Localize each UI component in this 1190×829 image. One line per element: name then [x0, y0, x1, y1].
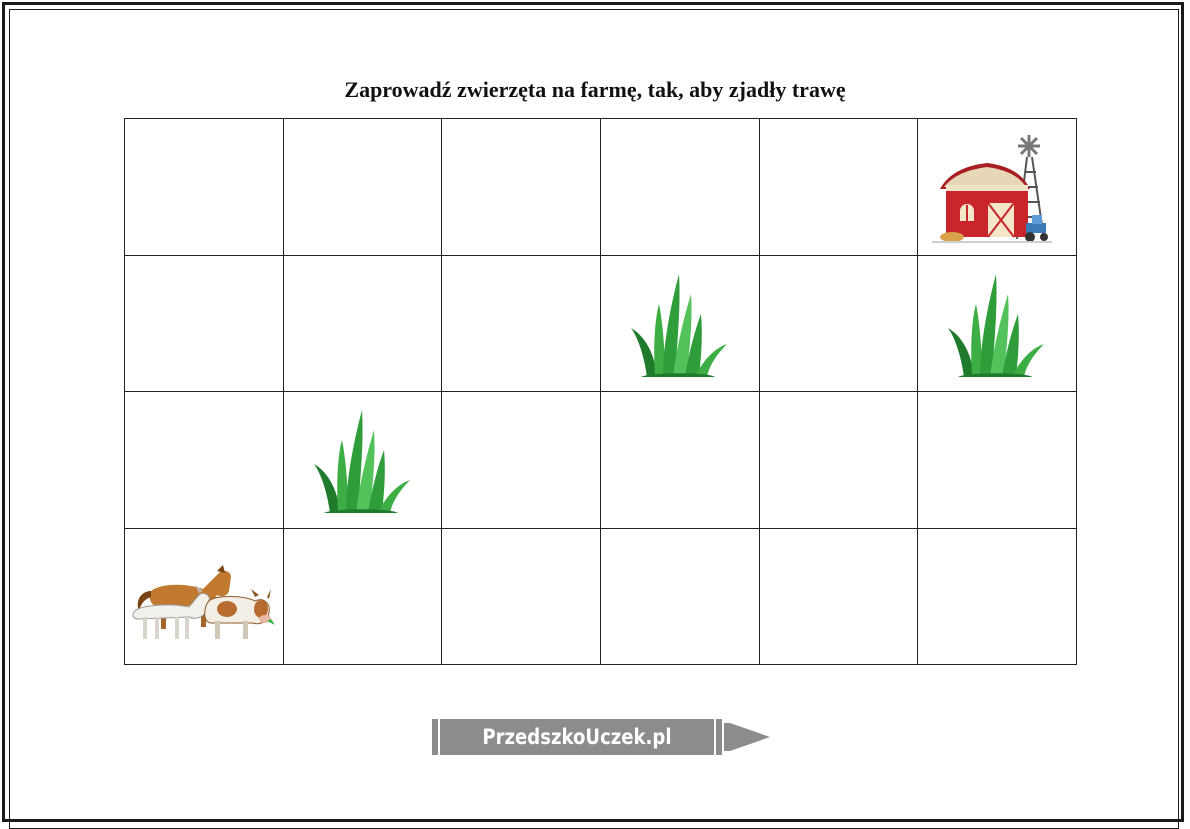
grid-cell-r2-c3[interactable]	[442, 256, 601, 393]
grass-icon	[312, 410, 412, 515]
animals-icon	[131, 561, 276, 643]
grid-cell-r1-c4[interactable]	[601, 119, 760, 256]
grass-icon	[629, 274, 729, 379]
grid-cell-r4-c4[interactable]	[601, 529, 760, 666]
grid-cell-r4-c5[interactable]	[760, 529, 919, 666]
grid-cell-r4-c6[interactable]	[918, 529, 1077, 666]
crayon-tip-icon	[730, 723, 770, 751]
crayon-logo	[432, 718, 770, 756]
grid-cell-r2-c6[interactable]	[918, 256, 1077, 393]
grid-cell-r2-c1[interactable]	[125, 256, 284, 393]
grid-cell-r3-c1[interactable]	[125, 392, 284, 529]
grid-cell-r1-c3[interactable]	[442, 119, 601, 256]
worksheet-title: Zaprowadź zwierzęta na farmę, tak, aby zjadły trawę	[344, 77, 846, 102]
grid-cell-r3-c5[interactable]	[760, 392, 919, 529]
grid-cell-r3-c4[interactable]	[601, 392, 760, 529]
grid-cell-r3-c3[interactable]	[442, 392, 601, 529]
grid-cell-r3-c6[interactable]	[918, 392, 1077, 529]
logo-text: PrzedszkoUczek.pl	[482, 725, 672, 749]
grid-cell-r3-c2[interactable]	[284, 392, 443, 529]
grid-cell-r2-c4[interactable]	[601, 256, 760, 393]
maze-grid	[124, 118, 1077, 665]
crayon-logo-body	[432, 719, 722, 755]
grid-cell-r1-c5[interactable]	[760, 119, 919, 256]
grid-cell-r4-c1[interactable]	[125, 529, 284, 666]
farm-icon	[932, 127, 1062, 245]
grass-icon	[946, 274, 1046, 379]
grid-cell-r4-c2[interactable]	[284, 529, 443, 666]
grid-cell-r2-c2[interactable]	[284, 256, 443, 393]
grid-cell-r1-c2[interactable]	[284, 119, 443, 256]
grid-cell-r1-c1[interactable]	[125, 119, 284, 256]
grid-cell-r2-c5[interactable]	[760, 256, 919, 393]
grid-cell-r4-c3[interactable]	[442, 529, 601, 666]
grid-cell-r1-c6[interactable]	[918, 119, 1077, 256]
